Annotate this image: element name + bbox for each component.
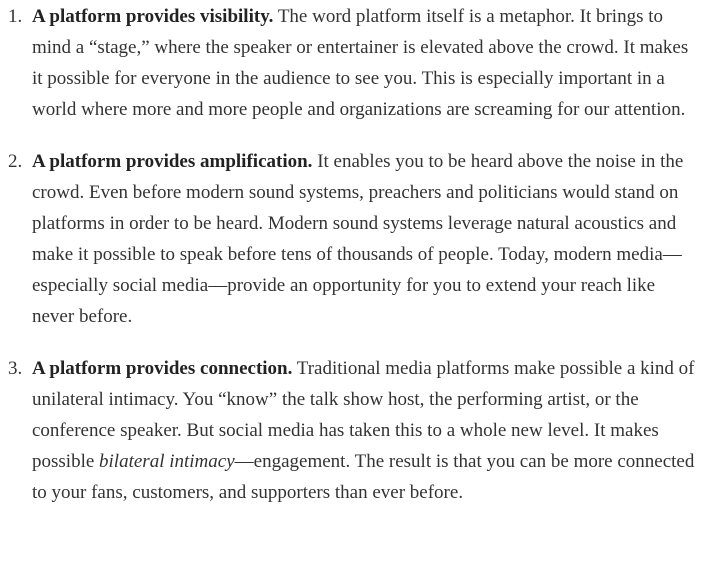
item-text: Traditional media platforms make possible a kind of unilateral intimacy. You “know” the talk show host, the performing artist, or the conference speaker. But social media has taken this to a whole new level. It makes possible <box>32 358 695 472</box>
item-lead: A platform provides amplification. <box>32 151 313 172</box>
numbered-list <box>0 1 702 508</box>
item-lead: A platform provides connection. <box>32 358 293 379</box>
item-emphasis: bilateral intimacy <box>99 451 235 472</box>
item-text: It enables you to be heard above the noise in the crowd. Even before modern sound systems, preachers and politicians would stand on platforms in order to be heard. Modern sound systems leverage natural acoustics and make it possible to speak before tens of thousands of people. Today, modern media—especially social media—provide an opportunity for you to extend your reach like never before. <box>32 151 684 327</box>
list-number: 3. <box>8 358 23 379</box>
item-lead: A platform provides visibility. <box>32 6 274 27</box>
item-text-end: —engagement. The result is that you can be more connected to your fans, customers, and supporters than ever before. <box>32 451 695 503</box>
list-number: 2. <box>8 151 23 172</box>
item-text: The word platform itself is a metaphor. It brings to mind a “stage,” where the speaker or entertainer is elevated above the crowd. It makes it possible for everyone in the audience to see you. This is especially important in a world where more and more people and organizations are screaming for our attention. <box>32 6 689 120</box>
list-number: 1. <box>8 6 23 27</box>
list-item <box>0 353 702 508</box>
list-item <box>0 1 702 125</box>
list-item <box>0 146 702 332</box>
